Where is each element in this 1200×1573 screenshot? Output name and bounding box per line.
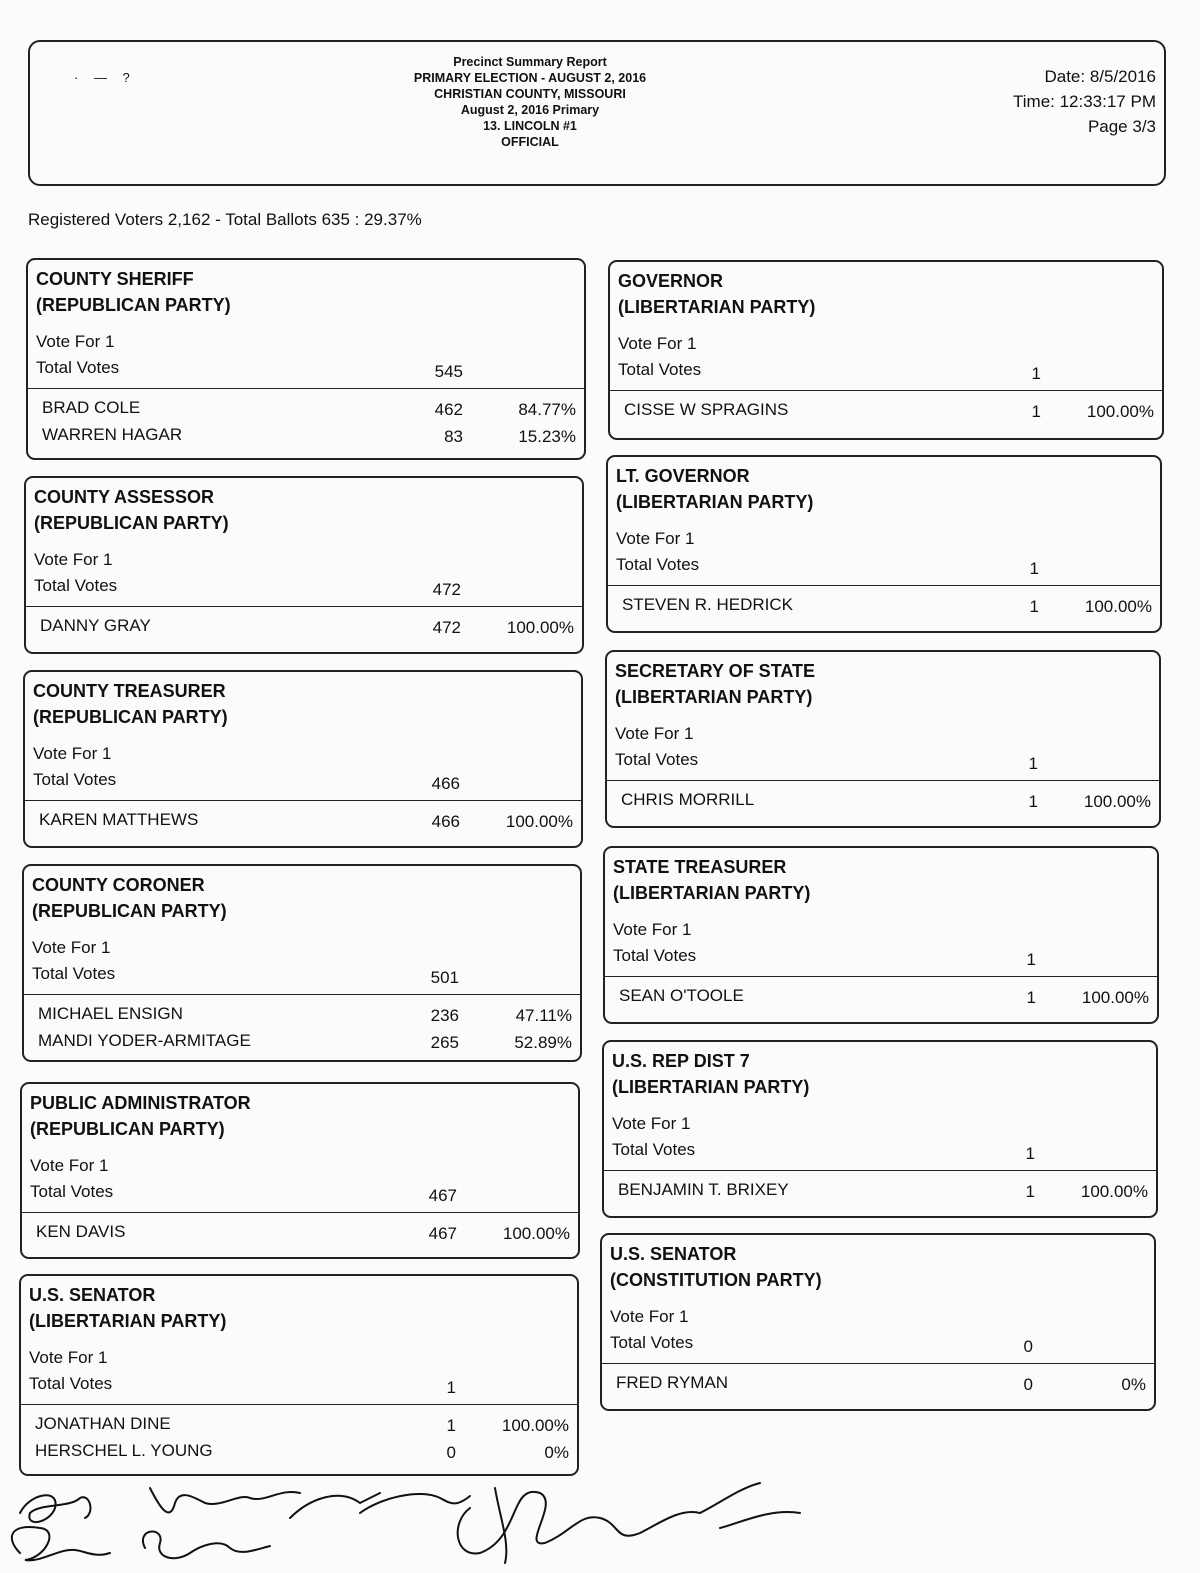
candidate-percent: 0%	[544, 1443, 569, 1462]
candidate-votes: 1	[1025, 1182, 1035, 1201]
vote-for-label: Vote For 1	[29, 1348, 108, 1367]
total-votes-label: Total Votes	[615, 750, 699, 769]
race-office: COUNTY CORONER	[32, 875, 205, 895]
race-office: U.S. REP DIST 7	[612, 1051, 750, 1071]
vote-for-label: Vote For 1	[32, 938, 111, 957]
race-office: STATE TREASURER	[613, 857, 787, 877]
divider	[605, 976, 1157, 977]
candidate-name: SEAN O'TOOLE	[619, 986, 744, 1005]
total-votes-label: Total Votes	[33, 770, 117, 789]
candidate-name: BRAD COLE	[42, 398, 141, 417]
divider	[602, 1363, 1154, 1364]
report-time: Time: 12:33:17 PM	[1013, 92, 1156, 111]
candidate-votes: 462	[434, 400, 463, 419]
race-office: U.S. SENATOR	[29, 1285, 156, 1305]
race-box	[603, 846, 1159, 1024]
vote-for-label: Vote For 1	[34, 550, 113, 569]
divider	[21, 1404, 577, 1405]
race-box	[605, 650, 1161, 828]
registered-voters-summary: Registered Voters 2,162 - Total Ballots 635 : 29.37%	[28, 210, 422, 229]
candidate-percent: 52.89%	[514, 1033, 572, 1052]
election-date: August 2, 2016 Primary	[460, 103, 600, 117]
race-box	[24, 476, 584, 654]
candidate-votes: 1	[1031, 402, 1041, 421]
race-party: (LIBERTARIAN PARTY)	[613, 883, 811, 903]
candidate-name: FRED RYMAN	[616, 1373, 729, 1392]
candidate-percent: 100.00%	[501, 1416, 569, 1435]
candidate-percent: 47.11%	[515, 1006, 572, 1025]
total-votes-label: Total Votes	[29, 1374, 113, 1393]
race-box	[26, 258, 586, 460]
page-number: Page 3/3	[1087, 117, 1156, 136]
total-votes-value: 501	[430, 968, 459, 987]
candidate-percent: 100.00%	[502, 1224, 570, 1243]
candidate-votes: 0	[446, 1443, 456, 1462]
vote-for-label: Vote For 1	[616, 529, 695, 548]
race-office: GOVERNOR	[618, 271, 724, 291]
race-title	[33, 678, 228, 730]
race-box	[602, 1040, 1158, 1218]
race-party: (LIBERTARIAN PARTY)	[618, 297, 816, 317]
divider	[28, 388, 584, 389]
total-votes-value: 1	[1031, 364, 1041, 383]
candidate-percent: 100.00%	[1083, 792, 1151, 811]
candidate-votes: 83	[444, 427, 463, 446]
race-box	[20, 1082, 580, 1259]
total-votes-value: 1	[1028, 754, 1038, 773]
total-votes-value: 1	[1026, 950, 1036, 969]
race-party: (REPUBLICAN PARTY)	[33, 707, 228, 727]
race-party: (LIBERTARIAN PARTY)	[29, 1311, 227, 1331]
race-title	[618, 268, 815, 320]
vote-for-label: Vote For 1	[36, 332, 115, 351]
candidate-name: CISSE W SPRAGINS	[624, 400, 789, 419]
race-office: U.S. SENATOR	[610, 1244, 737, 1264]
total-votes-value: 545	[434, 362, 463, 381]
race-office: PUBLIC ADMINISTRATOR	[30, 1093, 251, 1113]
candidate-votes: 236	[430, 1006, 459, 1025]
race-title	[32, 872, 227, 924]
race-party: (LIBERTARIAN PARTY)	[615, 687, 813, 707]
candidate-name: MICHAEL ENSIGN	[38, 1004, 183, 1023]
race-box	[22, 864, 582, 1062]
vote-for-label: Vote For 1	[613, 920, 692, 939]
race-office: COUNTY ASSESSOR	[34, 487, 215, 507]
race-title	[616, 463, 813, 515]
race-title	[610, 1241, 822, 1293]
race-title	[34, 484, 229, 536]
race-title	[615, 658, 815, 710]
race-office: LT. GOVERNOR	[616, 466, 750, 486]
total-votes-label: Total Votes	[36, 358, 120, 377]
race-office: COUNTY TREASURER	[33, 681, 226, 701]
candidate-percent: 15.23%	[518, 427, 576, 446]
race-box	[606, 455, 1162, 633]
candidate-name: STEVEN R. HEDRICK	[622, 595, 793, 614]
candidate-percent: 100.00%	[1086, 402, 1154, 421]
race-box	[19, 1274, 579, 1476]
total-votes-value: 1	[1025, 1144, 1035, 1163]
total-votes-value: 467	[428, 1186, 457, 1205]
total-votes-label: Total Votes	[30, 1182, 114, 1201]
divider	[22, 1212, 578, 1213]
report-header	[28, 40, 1166, 186]
precinct-name: 13. LINCOLN #1	[483, 119, 577, 133]
candidate-percent: 100.00%	[1081, 988, 1149, 1007]
county-name: CHRISTIAN COUNTY, MISSOURI	[434, 87, 626, 101]
candidate-name: DANNY GRAY	[40, 616, 151, 635]
total-votes-value: 472	[432, 580, 461, 599]
vote-for-label: Vote For 1	[612, 1114, 691, 1133]
total-votes-label: Total Votes	[32, 964, 116, 983]
header-mark: · — ?	[74, 70, 136, 85]
race-title	[36, 266, 231, 318]
race-party: (REPUBLICAN PARTY)	[30, 1119, 225, 1139]
race-party: (LIBERTARIAN PARTY)	[612, 1077, 810, 1097]
candidate-percent: 100.00%	[1080, 1182, 1148, 1201]
report-title: Precinct Summary Report	[453, 55, 607, 69]
race-title	[613, 854, 810, 906]
candidate-votes: 265	[430, 1033, 459, 1052]
race-title	[30, 1090, 251, 1142]
candidate-name: CHRIS MORRILL	[621, 790, 755, 809]
race-party: (REPUBLICAN PARTY)	[32, 901, 227, 921]
candidate-percent: 84.77%	[518, 400, 576, 419]
race-office: COUNTY SHERIFF	[36, 269, 194, 289]
race-box	[600, 1233, 1156, 1411]
official-label: OFFICIAL	[501, 135, 559, 149]
divider	[608, 585, 1160, 586]
total-votes-label: Total Votes	[616, 555, 700, 574]
candidate-votes: 1	[1028, 792, 1038, 811]
race-office: SECRETARY OF STATE	[615, 661, 816, 681]
divider	[604, 1170, 1156, 1171]
race-party: (LIBERTARIAN PARTY)	[616, 492, 814, 512]
total-votes-value: 0	[1023, 1337, 1033, 1356]
candidate-votes: 1	[1029, 597, 1039, 616]
candidate-name: BENJAMIN T. BRIXEY	[618, 1180, 789, 1199]
total-votes-label: Total Votes	[613, 946, 697, 965]
divider	[25, 800, 581, 801]
candidate-votes: 0	[1023, 1375, 1033, 1394]
candidate-votes: 1	[446, 1416, 456, 1435]
total-votes-label: Total Votes	[34, 576, 118, 595]
candidate-name: KEN DAVIS	[36, 1222, 126, 1241]
candidate-name: JONATHAN DINE	[35, 1414, 171, 1433]
race-box	[608, 260, 1164, 440]
total-votes-value: 466	[431, 774, 460, 793]
vote-for-label: Vote For 1	[615, 724, 694, 743]
race-party: (REPUBLICAN PARTY)	[34, 513, 229, 533]
vote-for-label: Vote For 1	[610, 1307, 689, 1326]
vote-for-label: Vote For 1	[618, 334, 697, 353]
candidate-name: WARREN HAGAR	[42, 425, 183, 444]
candidate-votes: 467	[428, 1224, 457, 1243]
race-box	[23, 670, 583, 848]
candidate-votes: 472	[432, 618, 461, 637]
divider	[24, 994, 580, 995]
candidate-percent: 100.00%	[505, 812, 573, 831]
signatures-scribble	[0, 1468, 860, 1573]
divider	[607, 780, 1159, 781]
race-party: (CONSTITUTION PARTY)	[610, 1270, 822, 1290]
divider	[610, 390, 1162, 391]
divider	[26, 606, 582, 607]
candidate-name: HERSCHEL L. YOUNG	[35, 1441, 213, 1460]
candidate-percent: 100.00%	[506, 618, 574, 637]
report-title-block	[330, 54, 730, 150]
candidate-votes: 1	[1026, 988, 1036, 1007]
report-date: Date: 8/5/2016	[1044, 67, 1156, 86]
race-title	[612, 1048, 809, 1100]
total-votes-label: Total Votes	[618, 360, 702, 379]
total-votes-label: Total Votes	[612, 1140, 696, 1159]
candidate-name: KAREN MATTHEWS	[39, 810, 199, 829]
candidate-name: MANDI YODER-ARMITAGE	[38, 1031, 251, 1050]
race-title	[29, 1282, 226, 1334]
election-name: PRIMARY ELECTION - AUGUST 2, 2016	[413, 71, 647, 85]
candidate-votes: 466	[431, 812, 460, 831]
vote-for-label: Vote For 1	[30, 1156, 109, 1175]
report-meta	[1013, 64, 1156, 139]
candidate-percent: 100.00%	[1084, 597, 1152, 616]
total-votes-label: Total Votes	[610, 1333, 694, 1352]
vote-for-label: Vote For 1	[33, 744, 112, 763]
race-party: (REPUBLICAN PARTY)	[36, 295, 231, 315]
total-votes-value: 1	[446, 1378, 456, 1397]
candidate-percent: 0%	[1121, 1375, 1146, 1394]
total-votes-value: 1	[1029, 559, 1039, 578]
